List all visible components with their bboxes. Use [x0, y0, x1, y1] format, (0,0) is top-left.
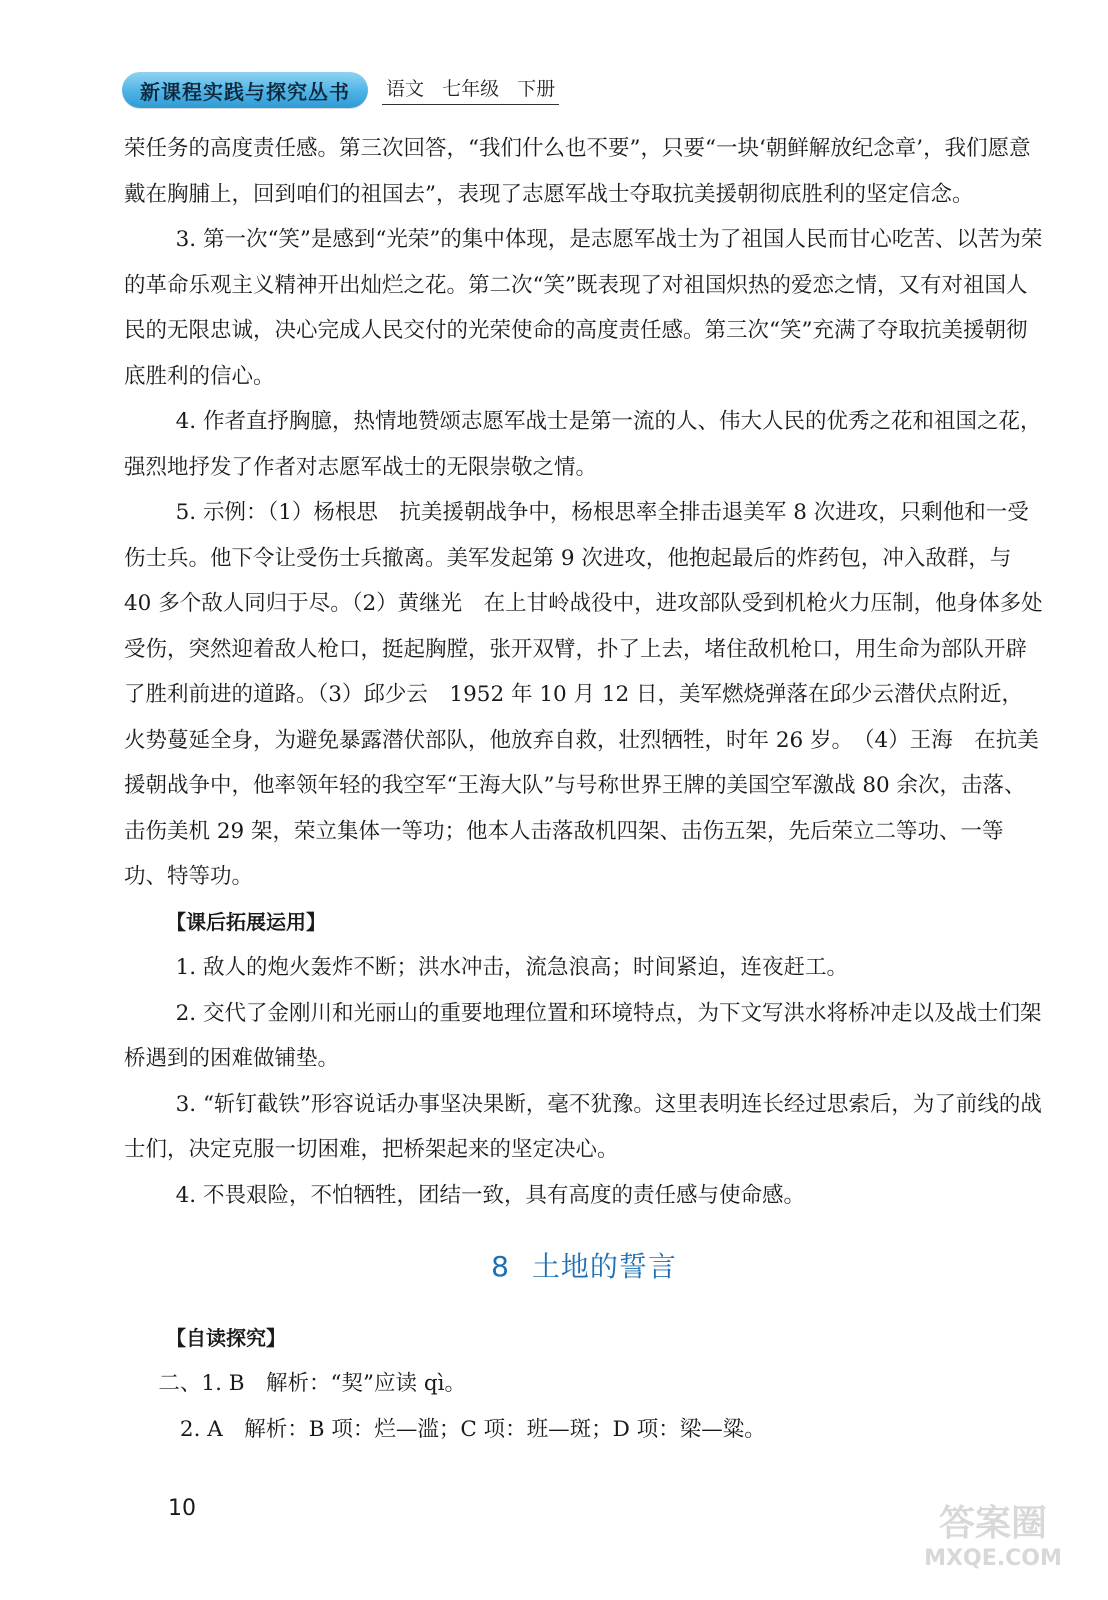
- answer-paragraph: 荣任务的高度责任感。第三次回答，“我们什么也不要”，只要“一块‘朝鲜解放纪念章’，我们愿意戴在胸脯上，回到咱们的祖国去”，表现了志愿军战士夺取抗美援朝彻底胜利的坚定信念。: [124, 136, 1031, 207]
- chapter-number: 8: [491, 1250, 510, 1283]
- chapter-title: [124, 1244, 1044, 1290]
- answer-item: 4. 不畏艰险，不怕牺牲，团结一致，具有高度的责任感与使命感。: [175, 1182, 805, 1208]
- page-content: [124, 126, 1044, 1452]
- grade-label: 七年级: [442, 77, 500, 100]
- series-badge: 新课程实践与探究丛书: [122, 72, 368, 108]
- page-header: [122, 70, 559, 110]
- answer-item: 二、1. B 解析：“契”应读 qì。: [158, 1371, 466, 1396]
- watermark-text: 答案圈: [938, 1503, 1047, 1544]
- page-number: 10: [168, 1496, 196, 1521]
- section-heading: 【课后拓展运用】: [166, 909, 326, 934]
- answer-item: 2. A 解析：B 项：烂—滥；C 项：班—斑；D 项：梁—粱。: [179, 1416, 766, 1442]
- subject-label: 语文: [386, 77, 425, 100]
- answer-paragraph: 3. 第一次“笑”是感到“光荣”的集中体现，是志愿军战士为了祖国人民而甘心吃苦、以苦为荣的革命乐观主义精神开出灿烂之花。第二次“笑”既表现了对祖国炽热的爱恋之情，又有对祖国人民的无限忠诚，决心完成人民交付的光荣使命的高度责任感。第三次“笑”充满了夺取抗美援朝彻底胜利的信心。: [124, 227, 1043, 389]
- book-info: [382, 76, 559, 105]
- watermark-url: MXQE.COM: [924, 1546, 1062, 1571]
- answer-item: 2. 交代了金刚川和光丽山的重要地理位置和环境特点，为下文写洪水将桥冲走以及战士们架桥遇到的困难做铺垫。: [124, 1000, 1042, 1071]
- answer-paragraph: 4. 作者直抒胸臆，热情地赞颂志愿军战士是第一流的人、伟大人民的优秀之花和祖国之花，强烈地抒发了作者对志愿军战士的无限崇敬之情。: [124, 409, 1042, 480]
- chapter-name: 土地的誓言: [531, 1250, 677, 1283]
- watermark-logo: [918, 1502, 1068, 1582]
- section-heading: 【自读探究】: [166, 1325, 286, 1350]
- answer-item: 1. 敌人的炮火轰炸不断；洪水冲击，流急浪高；时间紧迫，连夜赶工。: [175, 955, 848, 980]
- answer-item: 3. “斩钉截铁”形容说话办事坚决果断，毫不犹豫。这里表明连长经过思索后，为了前线的战士们，决定克服一切困难，把桥架起来的坚定决心。: [124, 1091, 1042, 1162]
- volume-label: 下册: [517, 77, 556, 100]
- answer-paragraph: 5. 示例：（1）杨根思 抗美援朝战争中，杨根思率全排击退美军 8 次进攻，只剩他和一受伤士兵。他下令让受伤士兵撤离。美军发起第 9 次进攻，他抱起最后的炸药包，冲入敌群，与 40 多个敌人同归于尽。（2）黄继光 在上甘岭战役中，进攻部队受到机枪火力压制，他身体多处受伤，突然迎着敌人枪口，挺起胸膛，张开双臂，扑了上去，堵住敌机枪口，用生命为部队开辟了胜利前进的道路。（3）邱少云 1952 年 10 月 12 日，美军燃烧弹落在邱少云潜伏点附近，火势蔓延全身，为避免暴露潜伏部队，他放弃自救，壮烈牺牲，时年 26 岁。 （4）王海 在抗美援朝战争中，他率领年轻的我空军“王海大队”与号称世界王牌的美国空军激战 80 余次，击落、击伤美机 29 架，荣立集体一等功；他本人击落敌机四架、击伤五架，先后荣立二等功、一等功、特等功。: [124, 500, 1043, 889]
